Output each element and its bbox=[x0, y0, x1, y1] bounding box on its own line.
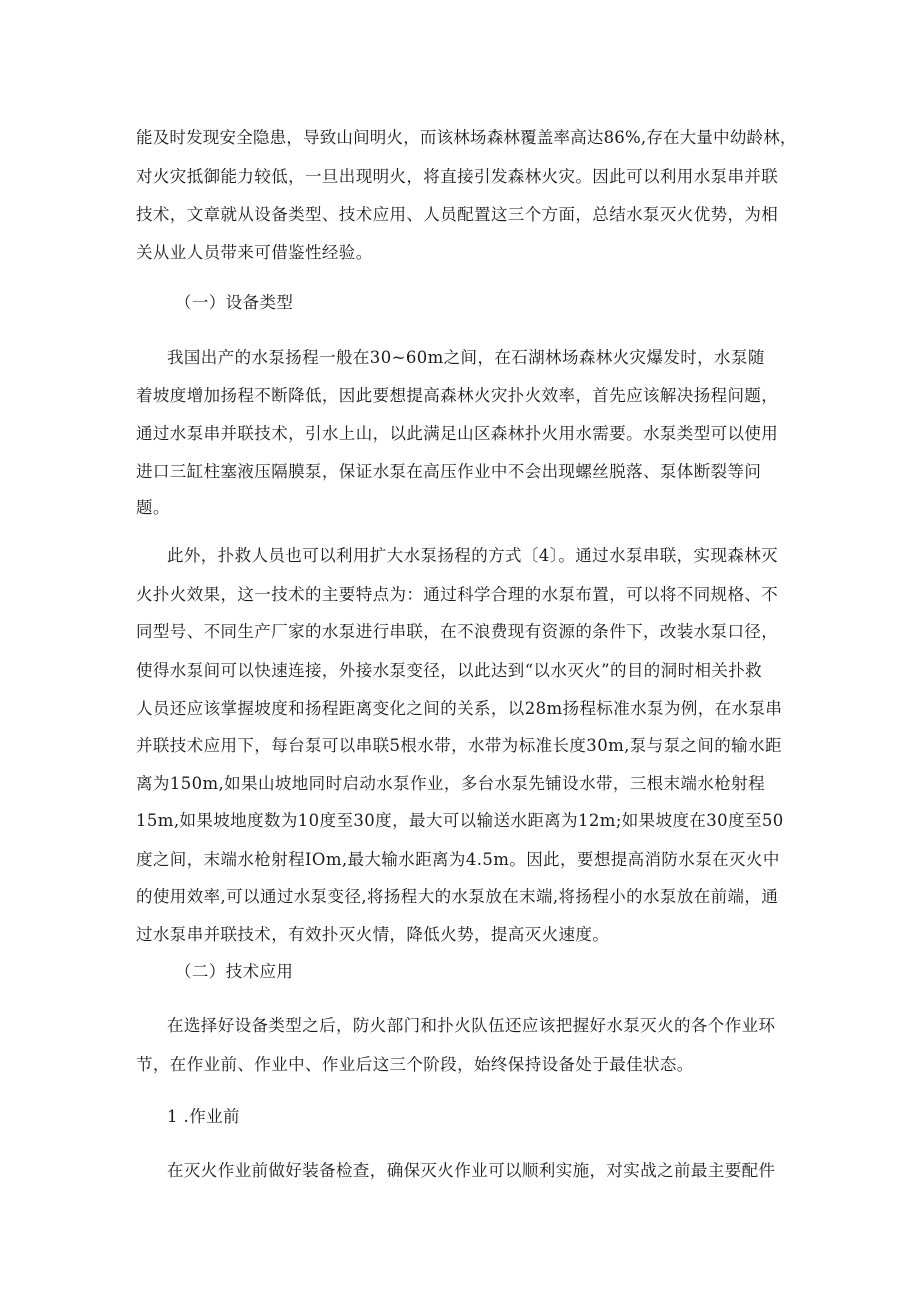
paragraph-line: 能及时发现安全隐患，导致山间明火，而该林场森林覆盖率高达86%,存在大量中幼龄林， bbox=[136, 128, 797, 147]
paragraph-line: 15m,如果坡地度数为10度至30度，最大可以输送水距离为12m;如果坡度在30度至50 bbox=[136, 811, 784, 830]
paragraph-line: 题。 bbox=[136, 498, 170, 517]
paragraph-line: 着坡度增加扬程不断降低，因此要想提高森林火灾扑火效率，首先应该解决扬程问题， bbox=[136, 386, 779, 405]
section-heading: （二）技术应用 bbox=[175, 962, 294, 981]
paragraph-line: 度之间，末端水枪射程IOm,最大输水距离为4.5m。因此，要想提高消防水泵在灭火中 bbox=[136, 850, 780, 869]
paragraph-line: 过水泵串并联技术，有效扑灭火情，降低火势，提高灭火速度。 bbox=[136, 925, 610, 944]
paragraph-line: 同型号、不同生产厂家的水泵进行串联，在不浪费现有资源的条件下，改装水泵口径， bbox=[136, 622, 779, 641]
paragraph-line: 在选择好设备类型之后，防火部门和扑火队伍还应该把握好水泵灭火的各个作业环 bbox=[167, 1016, 776, 1035]
subsection-heading: 1 .作业前 bbox=[167, 1107, 240, 1126]
paragraph-line: 并联技术应用下，每台泵可以串联5根水带，水带为标准长度30m,泵与泵之间的输水距 bbox=[136, 736, 782, 755]
paragraph-line: 通过水泵串并联技术，引水上山，以此满足山区森林扑火用水需要。水泵类型可以使用 bbox=[136, 424, 779, 443]
paragraph-line: 火扑火效果，这一技术的主要特点为：通过科学合理的水泵布置，可以将不同规格、不 bbox=[136, 585, 779, 604]
paragraph-line: 我国出产的水泵扬程一般在30~60m之间，在石湖林场森林火灾爆发时，水泵随 bbox=[167, 348, 765, 367]
paragraph-line: 技术，文章就从设备类型、技术应用、人员配置这三个方面，总结水泵灭火优势，为相 bbox=[136, 205, 779, 224]
paragraph-line: 关从业人员带来可借鉴性经验。 bbox=[136, 243, 373, 262]
paragraph-line: 离为150m,如果山坡地同时启动水泵作业，多台水泵先铺设水带，三根末端水枪射程 bbox=[136, 774, 765, 793]
paragraph-line: 节，在作业前、作业中、作业后这三个阶段，始终保持设备处于最佳状态。 bbox=[136, 1055, 694, 1074]
paragraph-line: 人员还应该掌握坡度和扬程距离变化之间的关系，以28m扬程标准水泵为例，在水泵串 bbox=[136, 699, 783, 718]
paragraph-line: 的使用效率,可以通过水泵变径,将扬程大的水泵放在末端,将扬程小的水泵放在前端，通 bbox=[136, 887, 779, 906]
paragraph-line: 进口三缸柱塞液压隔膜泵，保证水泵在高压作业中不会出现螺丝脱落、泵体断裂等问 bbox=[136, 462, 762, 481]
paragraph-line: 此外，扑救人员也可以利用扩大水泵扬程的方式〔4〕。通过水泵串联，实现森林灭 bbox=[167, 546, 779, 565]
paragraph-line: 在灭火作业前做好装备检查，确保灭火作业可以顺利实施，对实战之前最主要配件 bbox=[167, 1161, 776, 1180]
section-heading: （一）设备类型 bbox=[175, 293, 294, 312]
paragraph-line: 对火灾抵御能力较低，一旦出现明火，将直接引发森林火灾。因此可以利用水泵串并联 bbox=[136, 167, 779, 186]
paragraph-line: 使得水泵间可以快速连接，外接水泵变径，以此达到“以水灭火”的目的洞时相关扑救 bbox=[136, 661, 763, 680]
